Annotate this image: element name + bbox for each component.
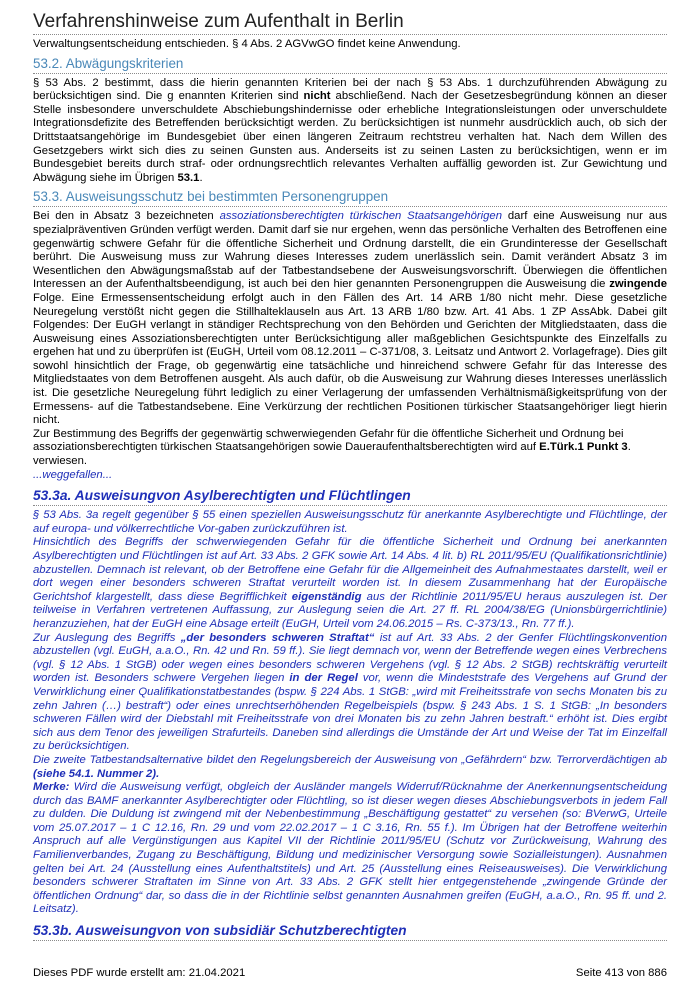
- intro-line: Verwaltungsentscheidung entschieden. § 4 Abs. 2 AGVwGO findet keine Anwendung.: [33, 38, 461, 50]
- paragraph-53-2: § 53 Abs. 2 bestimmt, dass die hierin genannten Kriterien bei der nach § 53 Abs. 1 durchzuführenden Abwägung zu berücksichtigen sind. Die g enannten Kriterien sind nicht abschließend. Nach der Gesetzesbegründung können an dieser Stelle insbesondere unverschuldete Abschiebungshindernisse oder erhebliche Integrationsleistungen oder unverschuldete Integrationsdefizite des Betreffenden berücksichtigt werden. Zu berücksichtigen ist nunmehr ausdrücklich auch, ob sich der Drittstaatsangehörige im Bundesgebiet über einen längeren Zeitraum rechtstreu verhalten hat. Nach dem Willen des Gesetzgebers wirkt sich dies zu seinen Gunsten aus. Anderseits ist zu seinen Lasten zu berücksichtigen, wenn er im Bundesgebiet bereits durch straf- oder ordnungsrechtlich relevantes Verhalten auffällig geworden ist. Zur Gewichtung und Abwägung siehe im Übrigen 53.1.: [33, 76, 668, 184]
- paragraph-53-3a-merke: Merke: Wird die Ausweisung verfügt, obgleich der Ausländer mangels Widerruf/Rücknahme der Anerkennungsentscheidung durch das BAMF anerkannter Asylberechtigter oder Flüchtling, so ist dieser wegen dieses Abschiebungsverbots in jedem Fall zu dulden. Die Duldung ist zwingend mit der Nebenbestimmung „Beschäftigung gestattet“ zu versehen (so: BVerwG, Urteile vom 25.07.2017 – 1 C 12.16, Rn. 29 und vom 22.02.2017 – 1 C 3.16, Rn. 55 f.). Im Übrigen hat der Betroffene weiterhin Anspruch auf alle Vergünstigungen aus Kapitel VII der Richtlinie 2011/95/EU (Schutz vor Zurückweisung, Wahrung des Familienverbandes, Zugang zu Beschäftigung, Bildung und medizinischer Versorgung sowie Sozialleistungen). Ausnahmen gelten bei Art. 24 (Ausstellung eines Aufenthaltstitels) und Art. 25 (Ausstellung eines Reiseausweises). Die Verwirklichung besonders schwerer Straftaten im Sinne von Art. 33 Abs. 2 GFK stellt hier entgegenstehende „zwingende Gründe der öffentlichen Ordnung“ dar, so dass die in der Richtlinie selbst genannten Ausnahmen greifen (EuGH, a.a.O., Rn. 95 ff. und 2. Leitsatz).: [33, 781, 667, 916]
- bold-ref-etuerk: E.Türk.1 Punkt 3: [539, 441, 628, 454]
- page-title: Verfahrenshinweise zum Aufenthalt in Berlin: [33, 10, 667, 35]
- paragraph-53-3a-4: Die zweite Tatbestandsalternative bildet den Regelungsbereich der Ausweisung von „Gefährdern“ bzw. Terrorverdächtigen ab (siehe 54.1. Nummer 2).: [33, 753, 667, 780]
- section-heading-53-2: 53.2. Abwägungskriterien: [33, 56, 667, 74]
- link-assoziationsberechtigte[interactable]: assoziationsberechtigten türkischen Staatsangehörigen: [219, 210, 503, 223]
- section-heading-53-3b: 53.3b. Ausweisungvon von subsidiär Schutzberechtigten: [33, 922, 667, 941]
- paragraph-53-3a-3: Zur Auslegung des Begriffs „der besonders schweren Straftat“ ist auf Art. 33 Abs. 2 der Genfer Flüchtlingskonvention abzustellen (vgl. EuGH, a.a.O., Rn. 42 und Rn. 59 ff.). Sie liegt demnach vor, wenn der Betreffende wegen eines Verbrechens (vgl. § 12 Abs. 1 StGB) oder wegen eines besonders schweren Vergehens (vgl. § 12 Abs. 2 StGB) rechtskräftig verurteilt worden ist. Besonders schwere Vergehen liegen in der Regel vor, wenn die Mindeststrafe des Vergehens auf Grund der Verwirklichung einer Qualifikationstatbestandes (bspw. § 224 Abs. 1 StGB: „wird mit Freiheitsstrafe von sechs Monaten bis zu zehn Jahren (…) bestraft“) oder eines unrechtserhöhenden Regelbeispiels (bspw. § 243 Abs. 1 S. 1 StGB: „In besonders schweren Fällen wird der Diebstahl mit Freiheitsstrafe von drei Monaten bis zu zehn Jahren bestraft.“ erhöht ist. Dies ergibt sich aus dem Tenor des jeweiligen Strafurteils. Daneben sind allerdings die Umstände der Art und Weise der Tat im Einzelfall zu berücksichtigen.: [33, 631, 668, 753]
- bold-zwingende: zwingende: [609, 278, 667, 291]
- omitted-note: ...weggefallen...: [33, 468, 113, 481]
- paragraph-53-3a-2: Hinsichtlich des Begriffs der schwerwiegenden Gefahr für die öffentliche Sicherheit und Ordnung bei anerkannten Asylberechtigten und Flüchtlingen ist auf Art. 33 Abs. 2 GFK sowie Art. 14 Abs. 4 lit. b) RL 2011/95/EU (Qualifikationsrichtlinie) abzustellen. Demnach ist relevant, ob der Betroffene eine Gefahr für die Allgemeinheit des Aufnahmestaates darstellt, weil er dort wegen einer besonders schweren Straftat verurteilt worden ist. In diesem Zusammenhang hat der Europäische Gerichtshof klargestellt, dass diese Begrifflichkeit eigenständig aus der Richtlinie 2011/95/EU heraus auszulegen ist. Der teilweise in Verfahren vertretenen Auffassung, zur Auslegung seien die Art. 27 ff. RL 2004/38/EG (Unionsbürgerrichtlinie) heranzuziehen, hat der EuGH eine Absage erteilt (EuGH, Urteil vom 24.06.2015 – Rs. C-373/13., Rn. 77 ff.).: [33, 536, 667, 630]
- section-heading-53-3a: 53.3a. Ausweisungvon Asylberechtigten und Flüchtlingen: [33, 487, 667, 506]
- bold-ref-53-1: 53.1: [177, 171, 200, 184]
- section-heading-53-3: 53.3. Ausweisungsschutz bei bestimmten Personengruppen: [33, 189, 667, 207]
- paragraph-53-3a-1: § 53 Abs. 3a regelt gegenüber § 55 einen speziellen Ausweisungsschutz für anerkannte Asylberechtigte und Flüchtlinge, der auf europa- und völkerrechtliche Vor-gaben zurückzuführen ist.: [33, 509, 667, 535]
- footer-created-date: Dieses PDF wurde erstellt am: 21.04.2021: [33, 967, 246, 979]
- bold-nicht: nicht: [303, 90, 331, 103]
- document-page: [33, 10, 667, 944]
- paragraph-53-3-a: Bei den in Absatz 3 bezeichneten assoziationsberechtigten türkischen Staatsangehörigen darf eine Ausweisung nur aus spezialpräventiven Gründen verfügt werden. Damit darf sie nur ergehen, wenn das persönliche Verhalten des Betroffenen eine gegenwärtig schwere Gefahr für die öffentliche Sicherheit und Ordnung darstellt, die ein Grundinteresse der Gesellschaft berührt. Die Ausweisung muss zur Wahrung dieses Interesses zudem unerlässlich sein. Damit verändert Absatz 3 im Wesentlichen den Abwägungsmaßstab auf der Tatbestandsebene der Ausweisungsvorschrift. Überwiegen die öffentlichen Interessen an der Aufenthaltsbeendigung, ist auch bei den hier genannten Personengruppen die Ausweisung die zwingende Folge. Eine Ermessensentscheidung erfolgt auch in den Fällen des Art. 14 ARB 1/80 nicht mehr. Diese gesetzliche Neuregelung verstößt nicht gegen die Stillhalteklauseln aus Art. 13 ARB 1/80 bzw. Art. 41 Abs. 1 ZP AssAbk. Dabei gilt Folgendes: Der EuGH verlangt in ständiger Rechtsprechung von den Behörden und Gerichten der Mitgliedstaaten, dass die Ausweisung eines Assoziationsberechtigten unter Berücksichtigung aller maßgeblichen Gesichtspunkte des Einzelfalls zu ergehen hat und zu überprüfen ist (EuGH, Urteil vom 08.12.2011 – C-371/08, 3. Leitsatz und Antwort 2. Vorlagefrage). Dies gilt sowohl hinsichtlich der Frage, ob gegenwärtig eine tatsächliche und hinreichend schwere Gefahr für das Interesse des Mitgliedstaates von dem Betroffenen ausgeht. Als auch dafür, ob die Ausweisung zur Wahrung dieses Interesses unerlässlich ist. Die gesetzliche Neuregelung führt lediglich zu einer Verlagerung der umfassenden Verhältnismäßigkeitsprüfung von der Ermessens- auf die Tatbestandsebene. Eine Verkürzung der rechtlichen Positionen türkischer Staatsangehöriger liegt hierin nicht.: [33, 210, 668, 427]
- footer-page-number: Seite 413 von 886: [575, 967, 667, 979]
- paragraph-53-3-b: Zur Bestimmung des Begriffs der gegenwärtig schwerwiegenden Gefahr für die öffentliche Sicherheit und Ordnung bei assoziationsberechtigten türkischen Staatsangehörigen sowie Daueraufenthaltsberechtigten wird auf E.Türk.1 Punkt 3. verwiesen.: [33, 427, 631, 468]
- page-footer: [33, 966, 667, 980]
